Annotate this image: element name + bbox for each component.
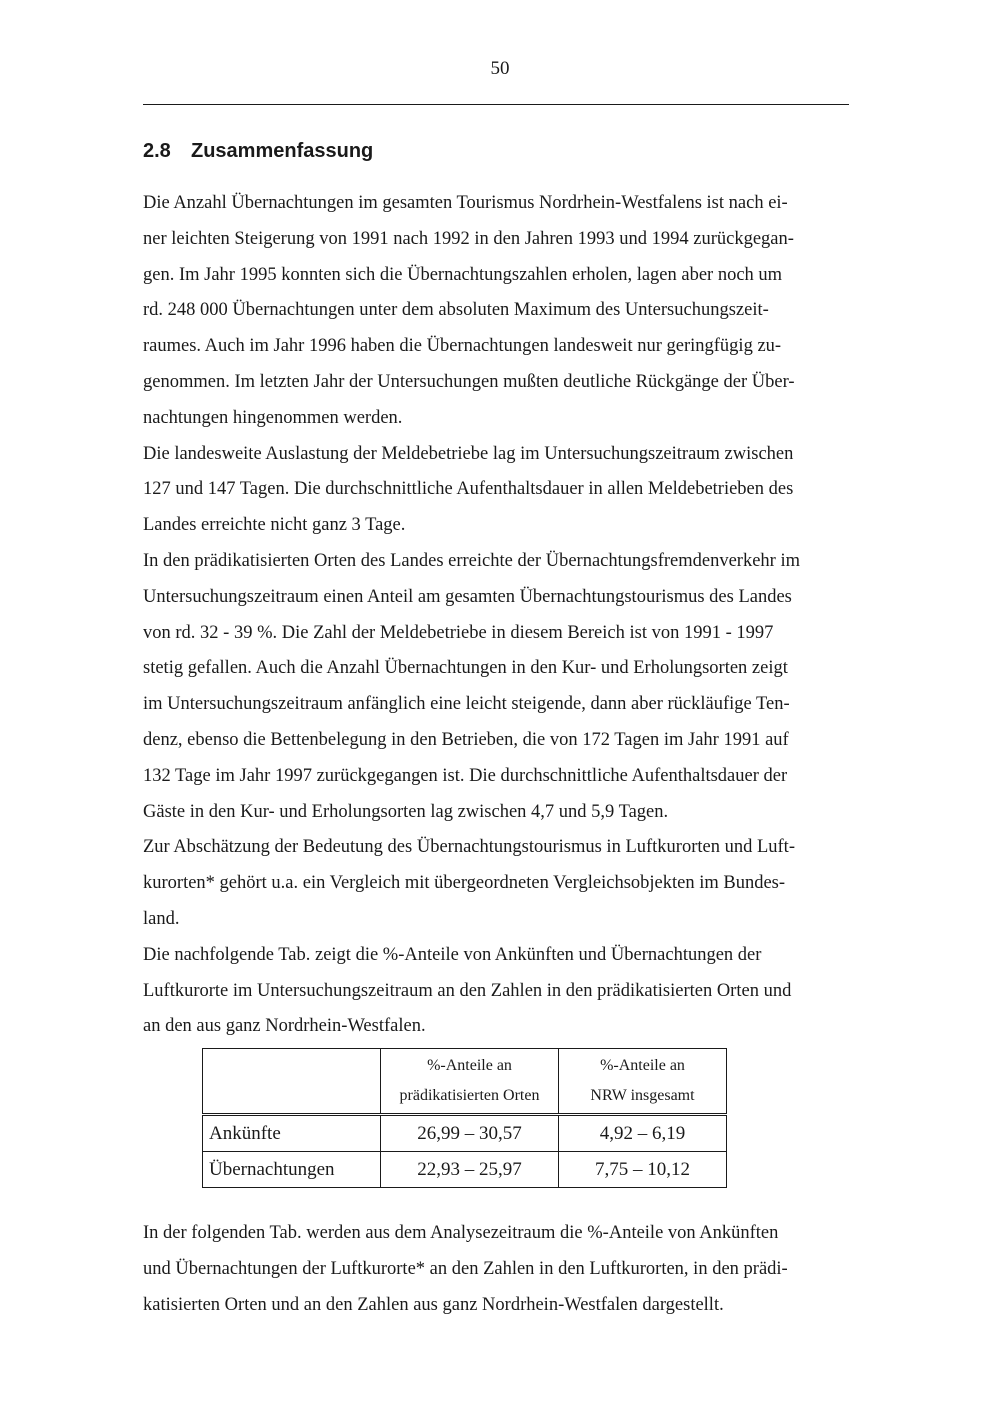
share-table [202, 1048, 727, 1188]
text-line: land. [143, 908, 180, 929]
table-cell: 7,75 – 10,12 [559, 1152, 727, 1188]
text-line: In der folgenden Tab. werden aus dem Analysezeitraum die %-Anteile von Ankünften [143, 1223, 779, 1243]
table-header-line: prädikatisierten Orten [399, 1087, 540, 1104]
text-line: Die landesweite Auslastung der Meldebetriebe lag im Untersuchungszeitraum zwischen [143, 443, 794, 464]
page-number: 50 [490, 58, 510, 79]
text-line: gen. Im Jahr 1995 konnten sich die Übernachtungszahlen erholen, lagen aber noch um [143, 264, 783, 285]
section-heading [143, 140, 373, 163]
section-title: Zusammenfassung [191, 140, 374, 162]
text-line: Die nachfolgende Tab. zeigt die %-Anteile von Ankünften und Übernachtungen der [143, 944, 762, 965]
table-header-line: %-Anteile an [427, 1057, 512, 1074]
text-line: Landes erreichte nicht ganz 3 Tage. [143, 515, 406, 536]
row-label: Übernachtungen [203, 1152, 381, 1188]
text-line: In den prädikatisierten Orten des Landes erreichte der Übernachtungsfremdenverkehr im [143, 550, 800, 571]
table-cell: 4,92 – 6,19 [559, 1115, 727, 1152]
text-line: kurorten* gehört u.a. ein Vergleich mit übergeordneten Vergleichsobjekten im Bundes- [143, 873, 786, 894]
text-line: an den aus ganz Nordrhein-Westfalen. [143, 1016, 426, 1037]
table-header-corner [203, 1049, 381, 1115]
text-line: im Untersuchungszeitraum anfänglich eine leicht steigende, dann aber rückläufige Ten- [143, 694, 790, 715]
section-number: 2.8 [143, 140, 171, 162]
table-cell: 26,99 – 30,57 [381, 1115, 559, 1152]
text-line: Luftkurorte im Untersuchungszeitraum an den Zahlen in den prädikatisierten Orten und [143, 980, 792, 1001]
text-line: genommen. Im letzten Jahr der Untersuchungen mußten deutliche Rückgänge der Über- [143, 371, 795, 392]
text-line: denz, ebenso die Bettenbelegung in den Betrieben, die von 172 Tagen im Jahr 1991 auf [143, 729, 789, 750]
text-line: stetig gefallen. Auch die Anzahl Übernachtungen in den Kur- und Erholungsorten zeigt [143, 658, 788, 679]
row-label: Ankünfte [203, 1115, 381, 1152]
text-line: Zur Abschätzung der Bedeutung des Übernachtungstourismus in Luftkurorten und Luft- [143, 837, 795, 858]
text-line: und Übernachtungen der Luftkurorte* an den Zahlen in den Luftkurorten, in den prädi- [143, 1258, 788, 1279]
table-row [203, 1152, 727, 1188]
text-line: raumes. Auch im Jahr 1996 haben die Übernachtungen landesweit nur geringfügig zu- [143, 336, 782, 357]
text-line: rd. 248 000 Übernachtungen unter dem absoluten Maximum des Untersuchungszeit- [143, 300, 769, 321]
text-line: katisierten Orten und an den Zahlen aus ganz Nordrhein-Westfalen dargestellt. [143, 1294, 724, 1315]
text-line: Untersuchungszeitraum einen Anteil am gesamten Übernachtungstourismus des Landes [143, 586, 792, 607]
text-line: 127 und 147 Tagen. Die durchschnittliche Aufenthaltsdauer in allen Meldebetrieben des [143, 479, 794, 500]
text-line: Gäste in den Kur- und Erholungsorten lag zwischen 4,7 und 5,9 Tagen. [143, 801, 669, 822]
table-header-line: %-Anteile an [600, 1057, 685, 1074]
table-header-row [203, 1049, 727, 1115]
header-rule [143, 104, 849, 105]
table-header-line: NRW insgesamt [590, 1087, 695, 1104]
table-cell: 22,93 – 25,97 [381, 1152, 559, 1188]
table-header-nrw-insgesamt [559, 1049, 727, 1115]
closing-text [143, 1216, 863, 1323]
text-line: ner leichten Steigerung von 1991 nach 1992 in den Jahren 1993 und 1994 zurückgegan- [143, 228, 794, 249]
text-line: von rd. 32 - 39 %. Die Zahl der Meldebetriebe in diesem Bereich ist von 1991 - 1997 [143, 622, 774, 643]
text-line: nachtungen hingenommen werden. [143, 407, 403, 428]
text-line: Die Anzahl Übernachtungen im gesamten Tourismus Nordrhein-Westfalens ist nach ei- [143, 193, 788, 213]
table-row [203, 1115, 727, 1152]
body-text [143, 186, 863, 1045]
table-header-praedikatisierte-orte [381, 1049, 559, 1115]
text-line: 132 Tage im Jahr 1997 zurückgegangen ist. Die durchschnittliche Aufenthaltsdauer der [143, 765, 788, 786]
